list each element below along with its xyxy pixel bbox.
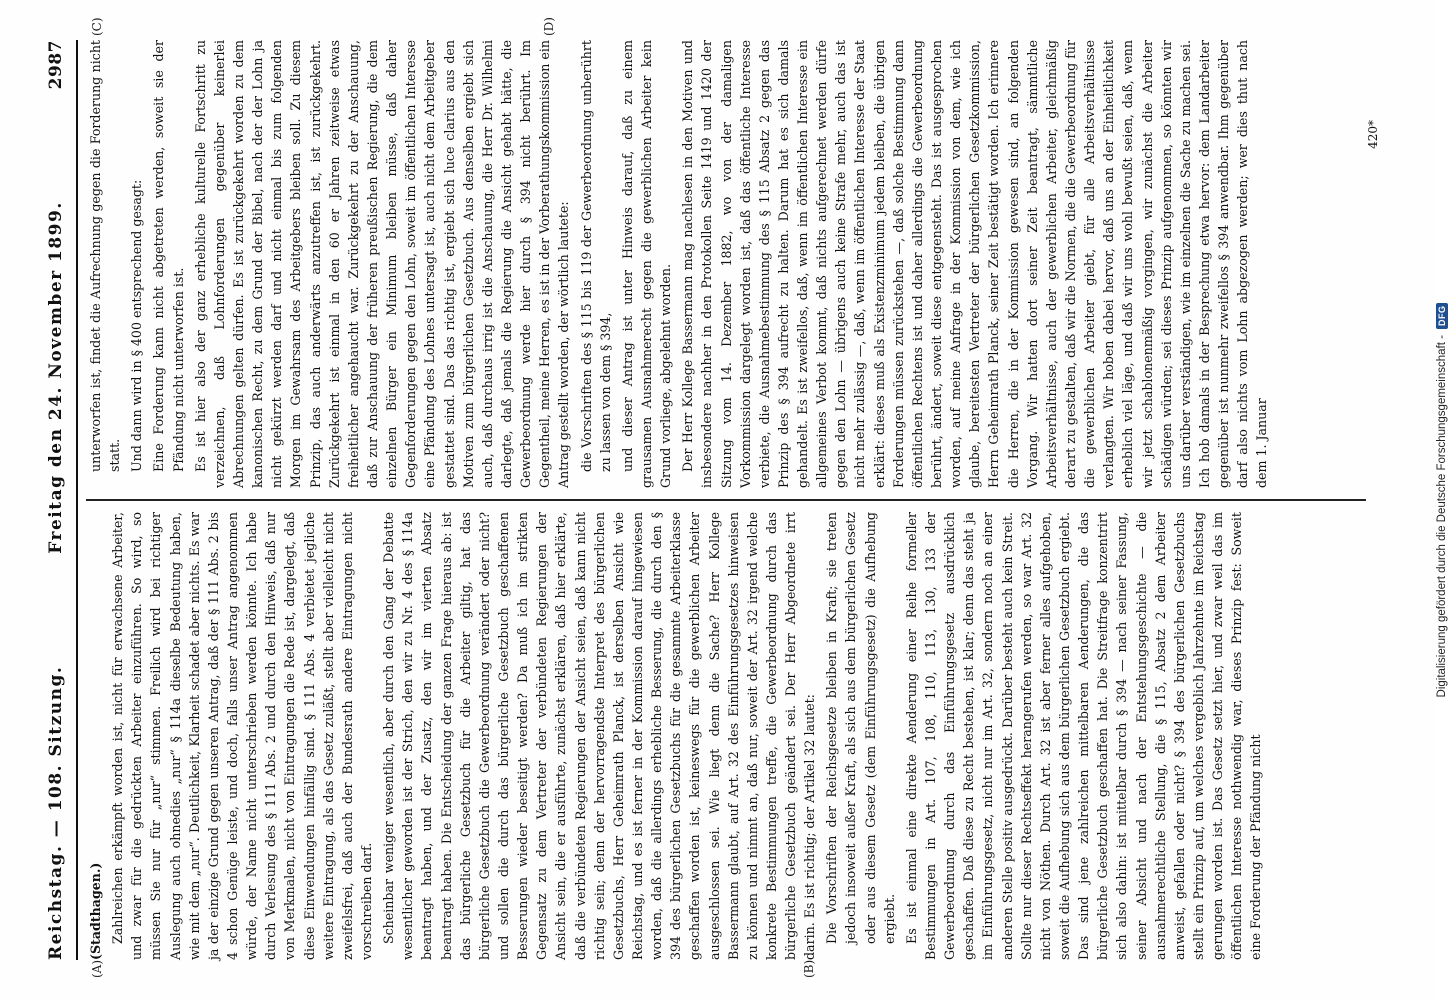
- column-marker-c: (C): [90, 17, 104, 36]
- dfg-logo: DFG: [1436, 303, 1448, 330]
- column-marker-a: (A): [90, 959, 104, 978]
- header-rule: [76, 40, 78, 960]
- running-head: [46, 40, 74, 960]
- right-column: [86, 40, 1366, 488]
- running-head-date: Freitag den 24. November 1899.: [46, 201, 66, 554]
- quoted-passage: Eine Forderung kann nicht abgetreten werden, soweit sie der Pfändung nicht unterworfen ist.: [151, 40, 186, 472]
- speaker-note: (Stadthagen.): [88, 862, 103, 960]
- column-marker-b: (B): [802, 959, 816, 978]
- paragraph: und dieser Antrag ist unter Hinweis darauf, daß zu einem grausamen Ausnahmerecht gegen die gewerblichen Arbeiter kein Grund vorliege, abgelehnt worden.: [619, 40, 674, 488]
- digitization-credit-text: Digitalisierung gefördert durch die Deutsche Forschungsgemeinschaft -: [1436, 335, 1448, 698]
- sheet-number: 420*: [1366, 120, 1380, 149]
- page-number: 2987: [46, 40, 66, 90]
- left-column: [86, 512, 1366, 960]
- quoted-passage: unterworfen ist, findet die Aufrechnung gegen die Forderung nicht statt.: [88, 40, 123, 472]
- digitization-credit: [1430, 0, 1454, 1000]
- column-divider: [86, 500, 1366, 502]
- column-marker-d: (D): [542, 17, 556, 36]
- paragraph: Der Herr Kollege Bassermann mag nachlesen in den Motiven und insbesondere nachher in den Protokollen Seite 1419 und 1420 der Sitzung vom 14. Dezember 1882, wo von der damaligen Vorkommission dargelegt worden ist, daß das öffentliche Interesse verbiete, die Ausnahmebestimmung des § 115 Absatz 2 gegen das Prinzip des § 394 aufrecht zu halten. Darum hat es sich damals gehandelt. Es ist zweifellos, daß, wenn im öffentlichen Interesse ein allgemeines Verbot kommt, daß nichts aufgerechnet werden dürfe gegen den Lohn — übrigens auch keine Strafe mehr, auch das ist nicht mehr zulässig —, daß, wenn im öffentlichen Interesse der Staat erklärt: dieses muß als Existenzminimum jedem bleiben, die übrigen Forderungen müssen zurückstehen —, daß solche Bestimmung dann öffentlichen Rechtens ist und daher allerdings die Gewerbeordnung berührt, ändert, soweit diese entgegensteht. Das ist ausgesprochen worden, auf meine Anfrage in der Kommission von dem, wie ich glaube, bereitesten Vertreter der bürgerlichen Gesetzkommission, Herrn Geheimrath Planck, seiner Zeit bestätigt worden. Ich erinnere die Herren, die in der Kommission gewesen sind, an folgenden Vorgang. Wir hatten dort seiner Zeit beantragt, sämmtliche Arbeitsverhältnisse, auch der gewerblichen Arbeiter, gleichmäßig derart zu gestalten, daß wir die Normen, die die Gewerbeordnung für die gewerblichen Arbeiter giebt, für alle Arbeitsverhältnisse verlangten. Wir hoben dabei hervor, daß uns an der Einheitlichkeit erheblich viel läge, und daß wir uns wohl bewußt seien, daß, wenn wir jetzt schablonenmäßig vorgingen, wir zunächst die Arbeiter schädigen würden; sei dieses Prinzip aufgenommen, so könnten wir uns darüber verständigen, wie im einzelnen die Sache zu machen sei. Ich hob damals in der Besprechung etwa hervor: dem Landarbeiter gegenüber ist nunmehr zweifellos § 394 anwendbar. Ihm gegenüber darf also nichts vom Lohn abgezogen werden; wer dies thut nach dem 1. Januar: [680, 40, 1270, 488]
- quoted-passage: die Vorschriften des § 115 bis 119 der Gewerbeordnung unberührt zu lassen von dem § 394,: [578, 40, 613, 472]
- quoted-passage: Die Vorschriften der Reichsgesetze bleiben in Kraft; sie treten jedoch insoweit außer Kraft, als sich aus dem bürgerlichen Gesetz oder aus diesem Gesetz (dem Einführungsgesetz) die Aufhebung ergiebt.: [824, 512, 897, 944]
- running-head-left: Reichstag. — 108. Sitzung.: [46, 665, 66, 960]
- paragraph: Scheinbar weniger wesentlich, aber durch den Gang der Debatte wesentlicher geworden ist der Strich, den wir zu Nr. 4 des § 114a beantragt haben, und der Zusatz, den wir im vierten Absatz beantragt haben. Die Entscheidung der ganzen Frage hieraus ab: ist das bürgerliche Gesetzbuch für die Arbeiter giltig, hat das bürgerliche Gesetzbuch die Gewerbeordnung verändert oder nicht? und sollen die durch das bürgerliche Gesetzbuch geschaffenen Besserungen wieder beseitigt werden? Da muß ich im strikten Gegensatz zu dem Vertreter der verbündeten Regierungen der Ansicht sein, die er ausführte, zunächst erklären, daß hier erklärte, daß die verbündeten Regierungen der Ansicht seien, daß kann nicht richtig sein; denn der hervorragendste Interpret des bürgerlichen Gesetzbuchs, Herr Geheimrath Planck, ist derselben Ansicht wie Reichstag, und es ist ferner in der Kommission darauf hingewiesen worden, daß die allerdings erhebliche Besserung, die durch den § 394 des bürgerlichen Gesetzbuchs für die gesammte Arbeiterklasse geschaffen worden ist, keineswegs für die gewerblichen Arbeiter ausgeschlossen sei. Wie liegt denn die Sache? Herr Kollege Bassermann glaubt, auf Art. 32 des Einführungsgesetzes hinweisen zu können und nimmt an, daß nur, soweit der Art. 32 irgend welche konkrete Bestimmungen treffe, die Gewerbeordnung durch das bürgerliche Gesetzbuch geändert sei. Der Herr Abgeordnete irrt darin. Es ist richtig; der Artikel 32 lautet:: [381, 512, 818, 960]
- rotated-newspaper-page: [42, 17, 1392, 978]
- paragraph: Es ist hier also der ganz erhebliche kulturelle Fortschritt zu verzeichnen, daß Lohnforderungen gegenüber keinerlei Abrechnungen gelten dürfen. Es ist zurückgekehrt worden zu dem kanonischen Recht, zu dem Grund der Bibel, nach der der Lohn ja nicht gekürzt werden darf und nicht einmal bis zum folgenden Morgen im Gewahrsam des Arbeitgebers bleiben soll. Zu diesem Prinzip, das auch anderwärts anzutreffen ist, ist zurückgekehrt. Zurückgekehrt ist einmal in den 60 er Jahren zeitweise etwas freiheitlicher angehaucht war. Zurückgekehrt zu der Anschauung, daß zur Anschauung der früheren preußischen Regierung, die dem einzelnen Bürger ein Minimum bleiben müsse, daß daher Gegenforderungen gegen den Lohn, soweit im öffentlichen Interesse eine Pfändung des Lohnes untersagt ist, auch nicht dem Arbeitgeber gestattet sind. Das das richtig ist, ergiebt sich luce clarius aus den Motiven zum bürgerlichen Gesetzbuch. Aus denselben ergiebt sich auch, daß durchaus irrig ist die Anschauung, die Herr Dr. Wilhelmi darlegte, daß jemals die Regierung die Ansicht gehabt hätte, die Gewerbeordnung werde hier durch § 394 nicht berührt. Im Gegentheil, meine Herren, es ist in der Vorberathungskommission ein Antrag gestellt worden, der wörtlich lautete:: [192, 40, 572, 488]
- paragraph: Und dann wird in § 400 entsprechend gesagt:: [129, 179, 145, 472]
- paragraph: Zahlreichen erkämpft worden ist, nicht für erwachsene Arbeiter, und zwar für die gedrückten Arbeiter einzuführen. So wird, so müssen Sie nur für „nur“ stimmen. Freilich wird bei richtiger Auslegung auch ohnedies „nur“ § 114a dieselbe Bedeutung haben, wie mit dem „nur“. Deutlichkeit, Klarheit schadet aber nichts. Es war ja der einzige Grund gegen unseren Antrag, daß der § 111 Abs. 2 bis 4 schon Genüge leiste, und doch, falls unser Antrag angenommen würde, der Name nicht unterschrieben werden könnte. Ich habe durch Verlesung des § 111 Abs. 2 und durch den Hinweis, daß nur von Merkmalen, nicht von Eintragungen die Rede ist, dargelegt, daß diese Einwendungen hinfällig sind. § 111 Abs. 4 verbietet jegliche weitere Eintragung, als das Gesetz zuläßt, stellt aber vielleicht nicht zweifelsfrei, daß auch der Bundesrath andere Eintragungen nicht vorschreiben darf.: [110, 512, 374, 960]
- paragraph: Es ist einmal eine direkte Aenderung einer Reihe formeller Bestimmungen in Art. 107, 108, 110, 113, 130, 133 der Gewerbeordnung durch das Einführungsgesetz ausdrücklich geschaffen. Daß diese zu Recht bestehen, ist klar; denn das steht ja im Einführungsgesetz, nicht nur im Art. 32, sondern noch an einer anderen Stelle positiv ausgedrückt. Darüber besteht auch kein Streit. Sollte nur dieser Rechtseffekt herangerufen werden, so war Art. 32 nicht von Nöthen. Durch Art. 32 ist aber ferner alles aufgehoben, soweit die Aufhebung sich aus dem bürgerlichen Gesetzbuch ergiebt. Das sind jene zahlreichen mittelbaren Aenderungen, die das bürgerliche Gesetzbuch geschaffen hat. Die Streitfrage konzentrirt sich also dahin: ist mittelbar durch § 394 — nach seiner Fassung, seiner Absicht und nach der Entstehungsgeschichte — die ausnahmerechtliche Stellung, die § 115, Absatz 2 dem Arbeiter anweist, gefallen oder nicht? § 394 des bürgerlichen Gesetzbuchs stellt ein Prinzip auf, um welches vergeblich Jahrzehnte im Reichstag gerungen worden ist. Das Gesetz setzt hier, und zwar weil das im öffentlichen Interesse nothwendig war, dieses Prinzip fest: Soweit eine Forderung der Pfändung nicht: [903, 512, 1264, 960]
